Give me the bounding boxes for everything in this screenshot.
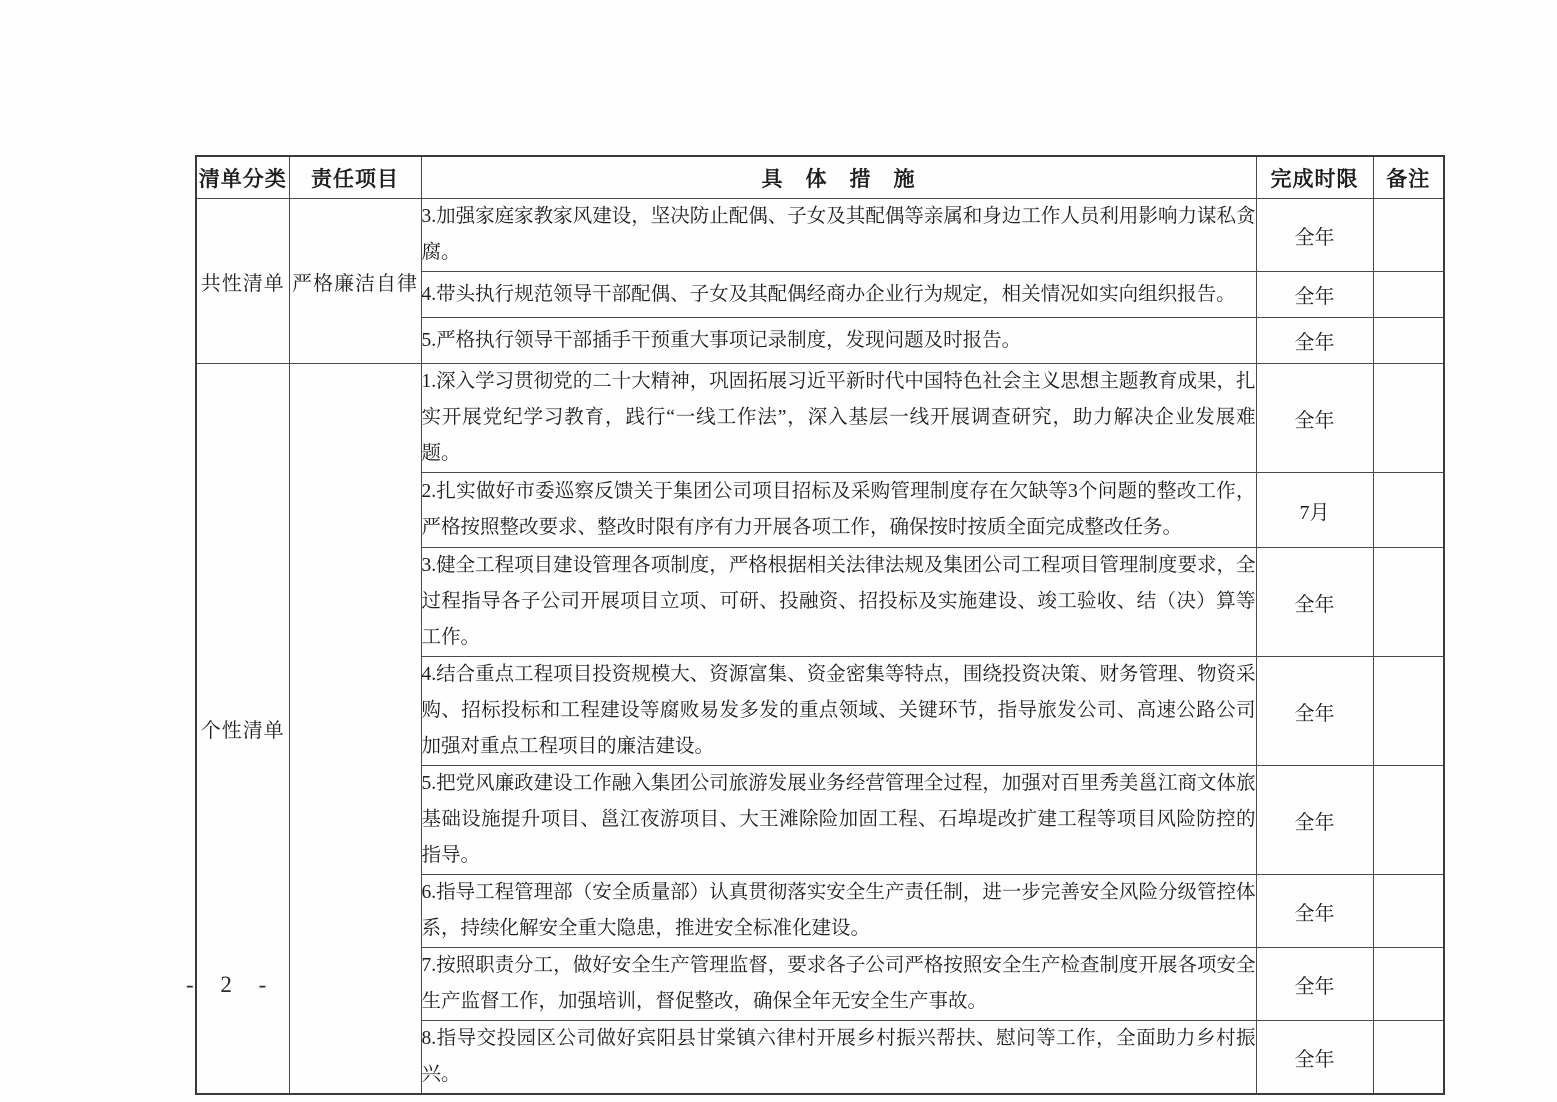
project-cell-common: 严格廉洁自律 — [289, 199, 421, 364]
deadline-cell: 全年 — [1256, 318, 1373, 364]
remark-cell — [1373, 1021, 1444, 1095]
remark-cell — [1373, 948, 1444, 1021]
measure-cell: 5.严格执行领导干部插手干预重大事项记录制度，发现问题及时报告。 — [421, 318, 1256, 364]
remark-cell — [1373, 318, 1444, 364]
remark-cell — [1373, 272, 1444, 318]
deadline-cell: 全年 — [1256, 199, 1373, 272]
header-measures: 具 体 措 施 — [421, 156, 1256, 199]
deadline-cell: 全年 — [1256, 875, 1373, 948]
deadline-cell: 全年 — [1256, 766, 1373, 875]
remark-cell — [1373, 766, 1444, 875]
measure-cell: 3.健全工程项目建设管理各项制度，严格根据相关法律法规及集团公司工程项目管理制度要求，全过程指导各子公司开展项目立项、可研、投融资、招投标及实施建设、竣工验收、结（决）算等工作。 — [421, 548, 1256, 657]
measure-cell: 4.结合重点工程项目投资规模大、资源富集、资金密集等特点，围绕投资决策、财务管理、物资采购、招标投标和工程建设等腐败易发多发的重点领域、关键环节，指导旅发公司、高速公路公司加强对重点工程项目的廉洁建设。 — [421, 657, 1256, 766]
deadline-cell: 全年 — [1256, 272, 1373, 318]
header-category: 清单分类 — [196, 156, 289, 199]
measure-cell: 2.扎实做好市委巡察反馈关于集团公司项目招标及采购管理制度存在欠缺等3个问题的整改工作，严格按照整改要求、整改时限有序有力开展各项工作，确保按时按质全面完成整改任务。 — [421, 473, 1256, 548]
header-project: 责任项目 — [289, 156, 421, 199]
measure-cell: 5.把党风廉政建设工作融入集团公司旅游发展业务经营管理全过程，加强对百里秀美邕江商文体旅基础设施提升项目、邕江夜游项目、大王滩除险加固工程、石埠堤改扩建工程等项目风险防控的指导。 — [421, 766, 1256, 875]
header-deadline: 完成时限 — [1256, 156, 1373, 199]
table-header-row — [196, 156, 1444, 199]
deadline-cell: 全年 — [1256, 657, 1373, 766]
table-row — [196, 364, 1444, 473]
remark-cell — [1373, 199, 1444, 272]
header-remark: 备注 — [1373, 156, 1444, 199]
deadline-cell: 全年 — [1256, 364, 1373, 473]
measure-cell: 7.按照职责分工，做好安全生产管理监督，要求各子公司严格按照安全生产检查制度开展各项安全生产监督工作，加强培训，督促整改，确保全年无安全生产事故。 — [421, 948, 1256, 1021]
deadline-cell: 全年 — [1256, 948, 1373, 1021]
category-cell-common: 共性清单 — [196, 199, 289, 364]
measure-cell: 8.指导交投园区公司做好宾阳县甘棠镇六律村开展乡村振兴帮扶、慰问等工作，全面助力乡村振兴。 — [421, 1021, 1256, 1095]
project-cell-individual — [289, 364, 421, 1095]
remark-cell — [1373, 875, 1444, 948]
deadline-cell: 7月 — [1256, 473, 1373, 548]
page-number: - 2 - — [186, 972, 274, 997]
measure-cell: 4.带头执行规范领导干部配偶、子女及其配偶经商办企业行为规定，相关情况如实向组织报告。 — [421, 272, 1256, 318]
measure-cell: 1.深入学习贯彻党的二十大精神，巩固拓展习近平新时代中国特色社会主义思想主题教育成果，扎实开展党纪学习教育，践行“一线工作法”，深入基层一线开展调查研究，助力解决企业发展难题。 — [421, 364, 1256, 473]
category-cell-individual: 个性清单 — [196, 364, 289, 1095]
measure-cell: 6.指导工程管理部（安全质量部）认真贯彻落实安全生产责任制，进一步完善安全风险分级管控体系，持续化解安全重大隐患，推进安全标准化建设。 — [421, 875, 1256, 948]
remark-cell — [1373, 548, 1444, 657]
responsibility-list-table — [195, 155, 1445, 1095]
remark-cell — [1373, 657, 1444, 766]
deadline-cell: 全年 — [1256, 1021, 1373, 1095]
measure-cell: 3.加强家庭家教家风建设，坚决防止配偶、子女及其配偶等亲属和身边工作人员利用影响力谋私贪腐。 — [421, 199, 1256, 272]
remark-cell — [1373, 473, 1444, 548]
remark-cell — [1373, 364, 1444, 473]
deadline-cell: 全年 — [1256, 548, 1373, 657]
table-row — [196, 199, 1444, 272]
